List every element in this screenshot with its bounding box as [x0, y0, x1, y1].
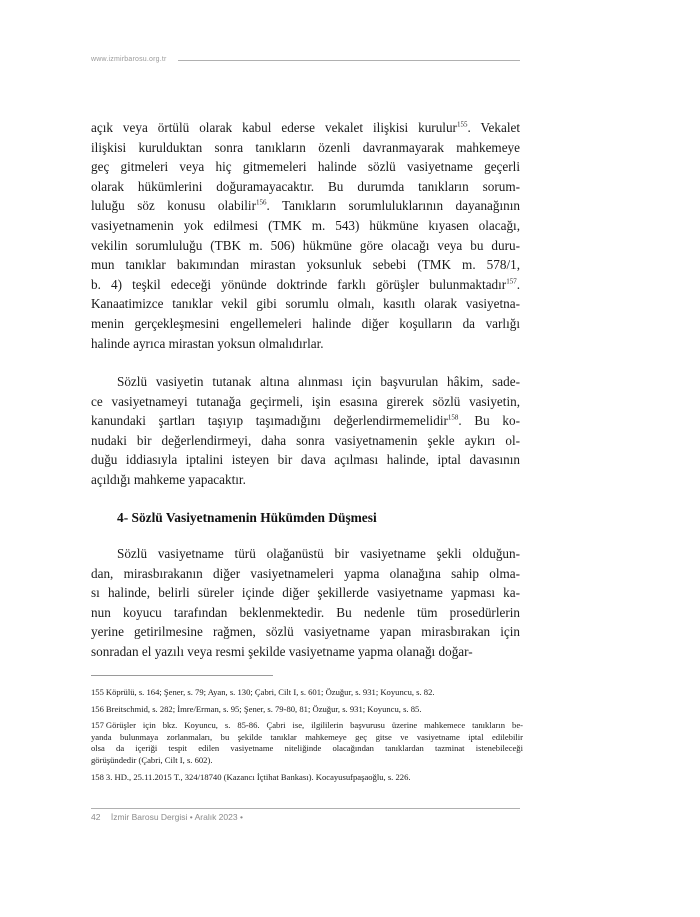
footnote-158	[91, 772, 523, 784]
paragraph-2	[91, 372, 520, 490]
text-line: vasiyetnamenin yok edilmesi (TMK m. 543) hükmüne kıyasen olacağı,	[91, 217, 520, 233]
text-line: olarak hükümlerini doğuramayacaktır. Bu durumda tanıkların sorum-	[91, 178, 520, 194]
text-line: nudaki bir değerlendirmeyi, daha sonra vasiyetnamenin şekle aykırı ol-	[91, 432, 520, 448]
text-line: duğu iddiasıyla iptalini isteyen bir dava açılması halinde, iptal davasının	[91, 452, 520, 468]
text-line: menin gerçekleşmesini engellemeleri halinde diğer koşulların da varlığı	[91, 315, 520, 331]
header-url: www.izmirbarosu.org.tr	[91, 56, 167, 63]
paragraph-3	[91, 544, 520, 662]
page-number: 42	[91, 812, 101, 822]
text-line: kanundaki şartları taşıyıp taşımadığını değerlendirmemelidir$^{158}$. Bu ko-	[91, 413, 520, 429]
journal-name: İzmir Barosu Dergisi • Aralık 2023 •	[110, 812, 243, 822]
text-line: nun koyucu tarafından beklenmektedir. Bu nedenle tüm prosedürlerin	[91, 604, 520, 620]
footnote-line: 157 Görüşler için bkz. Koyuncu, s. 85-86. Çabri ise, ilgililerin başvurusu üzerine mahkemece tanıkların be-	[91, 720, 523, 731]
text-line: sonradan el yazılı veya resmi şekilde vasiyetname yapma olanağı doğar-	[91, 643, 473, 659]
footnote-ref[interactable]: 158	[447, 413, 459, 422]
footnote-line: 156 Breitschmid, s. 282; İmre/Erman, s. 95; Şener, s. 79-80, 81; Özuğur, s. 931; Koyuncu, s. 85.	[91, 703, 422, 714]
text-line: sı halinde, belirli süreler içinde diğer şekillerde vasiyetname yapması ka-	[91, 585, 520, 601]
footnote-ref[interactable]: 157	[506, 277, 517, 286]
footnote-157	[91, 720, 523, 766]
footnote-156	[91, 704, 523, 716]
text-line: Sözlü vasiyetin tutanak altına alınması için başvurulan hâkim, sade-	[117, 374, 520, 389]
footnote-number: 156	[91, 703, 104, 714]
footnote-ref[interactable]: 155	[456, 120, 468, 129]
text-line: geç gitmeleri veya hiç gitmemeleri halinde sözlü vasiyetname geçerli	[91, 159, 520, 175]
section-heading: 4- Sözlü Vasiyetnamenin Hükümden Düşmesi	[117, 510, 377, 525]
text-line: dan, mirasbırakanın diğer vasiyetnameleri yapma olanağına sahip olma-	[91, 565, 520, 581]
text-line: halinde ayrıca mirastan yoksun olmalıdırlar.	[91, 335, 324, 351]
text-line: mun tanıklar bakımından mirastan yoksunluk sebebi (TMK m. 578/1,	[91, 257, 520, 273]
text-line: ilişkisi kurulduktan sonra tanıkların özenli davranmayarak mahkemeye	[91, 139, 520, 155]
text-line: vekilin sorumluluğu (TBK m. 506) hükmüne göre olacağı veya bu duru-	[91, 237, 520, 253]
footnote-line: görüşündedir (Çabri, Cilt I, s. 602).	[91, 754, 213, 765]
footnote-line: 158 3. HD., 25.11.2015 T., 324/18740 (Kazancı İçtihat Bankası). Kocayusufpaşaoğlu, s. 226.	[91, 771, 411, 782]
text-line: Kanaatimizce tanıklar vekil gibi sorumlu olmalı, kasıtlı olarak vasiyetna-	[91, 296, 520, 312]
text-line: Sözlü vasiyetname türü olağanüstü bir vasiyetname şekli olduğun-	[117, 546, 520, 561]
text-line: açıldığı mahkeme yapacaktır.	[91, 471, 246, 487]
footnote-line: yanda bulunmaya zorlanmaları, bu şekilde tanıklar mahkemeye geç gitse ve vasiyetname iptal edilebilir	[91, 731, 523, 742]
footnote-number: 157	[91, 720, 104, 731]
footnote-number: 158	[91, 771, 104, 782]
text-line: ce vasiyetnameyi tutanağa geçirmeli, işin esasına girerek sözlü vasiyetin,	[91, 393, 520, 409]
footer-rule	[91, 808, 520, 809]
header-rule	[178, 60, 520, 61]
paragraph-1	[91, 118, 520, 353]
footnotes	[91, 687, 523, 788]
text-line: luluğu söz konusu olabilir$^{156}$. Tanıkların sorumluluklarının dayanağının	[91, 198, 520, 214]
footnote-ref[interactable]: 156	[255, 198, 267, 207]
text-line: b. 4) teşkil edeceği yönünde doktrinde farklı görüşler bulunmaktadır$^{157}$.	[91, 276, 520, 292]
footnote-155	[91, 687, 523, 699]
footnote-rule	[91, 675, 273, 676]
text-line: açık veya örtülü olarak kabul ederse vekalet ilişkisi kurulur$^{155}$. Vekalet	[91, 120, 521, 135]
page-footer	[91, 812, 243, 822]
footnote-number: 155	[91, 687, 104, 697]
footnote-line: olsa da içeriği tespit edilen vasiyetname niteliğinde olacağından tanıklardan tazminat istenebileceği	[91, 743, 523, 754]
text-line: yerine getirilmesine rağmen, sözlü vasiyetname yapan mirasbırakan için	[91, 624, 520, 640]
footnote-line: 155 Köprülü, s. 164; Şener, s. 79; Ayan, s. 130; Çabri, Cilt I, s. 601; Özuğur, s. 931; Koyuncu, s. 82.	[91, 687, 435, 697]
